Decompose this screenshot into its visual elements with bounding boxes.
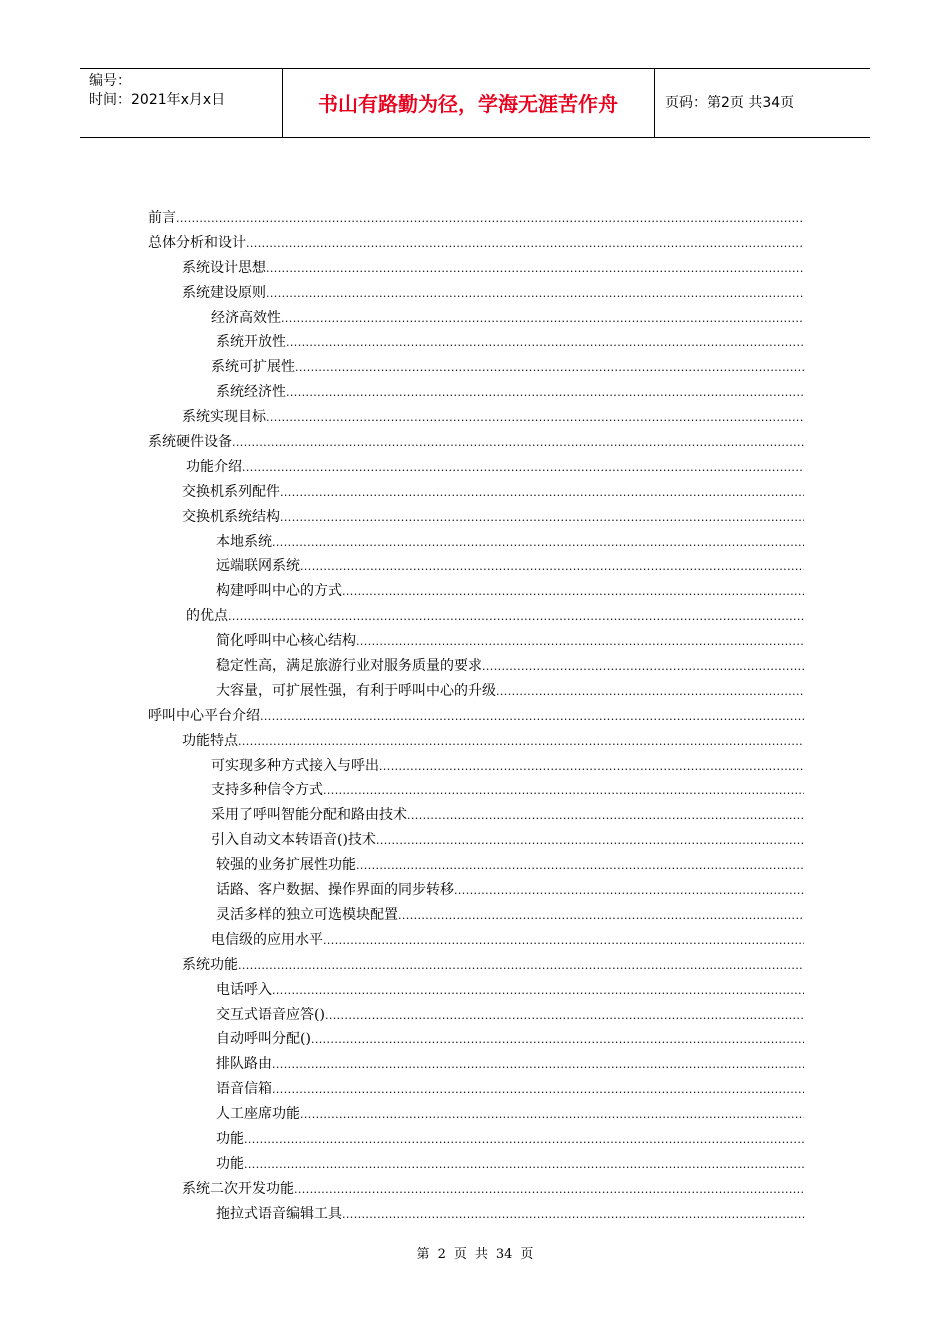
toc-dot-leader	[356, 633, 804, 651]
toc-dot-leader	[266, 260, 804, 278]
toc-dot-leader	[286, 384, 804, 402]
toc-dot-leader	[238, 733, 804, 751]
toc-entry-title: 的优点	[186, 608, 228, 625]
toc-dot-leader	[280, 509, 804, 527]
toc-dot-leader	[286, 334, 804, 352]
toc-dot-leader	[272, 1081, 804, 1099]
footer-total-pages: 34	[495, 1247, 513, 1262]
header-page-info: 页码：第2页 共34页	[665, 95, 795, 111]
toc-entry[interactable]	[148, 1055, 804, 1080]
toc-dot-leader	[244, 1156, 804, 1174]
toc-entry[interactable]	[148, 557, 804, 582]
toc-entry[interactable]	[148, 1006, 804, 1031]
toc-dot-leader	[398, 907, 804, 925]
toc-entry[interactable]	[148, 981, 804, 1006]
toc-dot-leader	[454, 882, 804, 900]
toc-entry[interactable]	[148, 259, 804, 284]
toc-entry-title: 系统硬件设备	[148, 434, 232, 451]
toc-dot-leader	[246, 235, 804, 253]
toc-entry[interactable]	[148, 1180, 804, 1205]
toc-dot-leader	[342, 1206, 804, 1224]
toc-dot-leader	[280, 484, 804, 502]
toc-entry[interactable]	[148, 1205, 804, 1230]
toc-entry[interactable]	[148, 657, 804, 682]
toc-entry-title: 总体分析和设计	[148, 234, 246, 251]
toc-entry[interactable]	[148, 1130, 804, 1155]
toc-entry[interactable]	[148, 533, 804, 558]
toc-entry-title: 系统实现目标	[182, 409, 266, 426]
toc-dot-leader	[496, 683, 804, 701]
toc-dot-leader	[294, 1181, 804, 1199]
toc-entry-title: 可实现多种方式接入与呼出	[211, 757, 379, 774]
toc-dot-leader	[379, 758, 804, 776]
toc-entry[interactable]	[148, 757, 804, 782]
toc-entry-title: 呼叫中心平台介绍	[148, 707, 260, 724]
toc-dot-leader	[238, 957, 804, 975]
toc-dot-leader	[266, 409, 804, 427]
toc-entry-title: 自动呼叫分配()	[216, 1031, 311, 1048]
document-time-label: 时间：2021年x月x日	[89, 92, 226, 108]
table-of-contents	[148, 209, 804, 1230]
toc-dot-leader	[323, 932, 804, 950]
header-right-cell	[655, 69, 870, 137]
toc-dot-leader	[272, 534, 804, 552]
toc-entry-title: 话路、客户数据、操作界面的同步转移	[216, 882, 454, 899]
toc-entry[interactable]	[148, 607, 804, 632]
toc-dot-leader	[242, 459, 804, 477]
toc-entry[interactable]	[148, 209, 804, 234]
footer-total-prefix: 共	[474, 1247, 488, 1262]
toc-entry-title: 功能介绍	[186, 458, 242, 475]
toc-dot-leader	[342, 583, 804, 601]
toc-entry-title: 排队路由	[216, 1056, 272, 1073]
toc-entry-title: 电话呼入	[216, 981, 272, 998]
toc-dot-leader	[228, 608, 804, 626]
toc-dot-leader	[300, 1106, 804, 1124]
toc-dot-leader	[407, 807, 804, 825]
toc-entry[interactable]	[148, 508, 804, 533]
toc-dot-leader	[260, 708, 804, 726]
toc-entry[interactable]	[148, 433, 804, 458]
toc-entry[interactable]	[148, 881, 804, 906]
toc-entry-title: 简化呼叫中心核心结构	[216, 633, 356, 650]
toc-entry-title: 交互式语音应答()	[216, 1006, 325, 1023]
toc-dot-leader	[300, 558, 804, 576]
toc-entry[interactable]	[148, 333, 804, 358]
toc-entry-title: 系统设计思想	[182, 259, 266, 276]
footer-page-number: 2	[437, 1247, 446, 1262]
toc-dot-leader	[325, 1007, 804, 1025]
toc-entry[interactable]	[148, 806, 804, 831]
toc-entry[interactable]	[148, 732, 804, 757]
toc-entry[interactable]	[148, 707, 804, 732]
toc-entry-title: 功能	[216, 1155, 244, 1172]
toc-entry-title: 功能特点	[182, 732, 238, 749]
toc-entry[interactable]	[148, 582, 804, 607]
toc-entry-title: 人工座席功能	[216, 1106, 300, 1123]
toc-entry-title: 较强的业务扩展性功能	[216, 857, 356, 874]
toc-entry[interactable]	[148, 632, 804, 657]
toc-entry[interactable]	[148, 831, 804, 856]
toc-entry-title: 系统经济性	[216, 384, 286, 401]
toc-entry-title: 系统可扩展性	[211, 359, 295, 376]
toc-entry-title: 系统开放性	[216, 334, 286, 351]
toc-entry[interactable]	[148, 358, 804, 383]
toc-dot-leader	[266, 285, 804, 303]
toc-entry[interactable]	[148, 931, 804, 956]
header-motto: 书山有路勤为径，学海无涯苦作舟	[318, 92, 618, 116]
toc-entry[interactable]	[148, 408, 804, 433]
toc-entry[interactable]	[148, 1080, 804, 1105]
page-footer	[0, 1246, 950, 1264]
toc-entry-title: 经济高效性	[211, 309, 281, 326]
toc-dot-leader	[272, 982, 804, 1000]
toc-entry-title: 远端联网系统	[216, 558, 300, 575]
toc-entry-title: 系统建设原则	[182, 284, 266, 301]
toc-entry-title: 拖拉式语音编辑工具	[216, 1205, 342, 1222]
footer-page-prefix: 第	[416, 1247, 430, 1262]
header-middle-cell	[282, 69, 655, 137]
toc-dot-leader	[244, 1131, 804, 1149]
toc-entry-title: 本地系统	[216, 533, 272, 550]
toc-entry-title: 支持多种信令方式	[211, 782, 323, 799]
toc-entry[interactable]	[148, 1155, 804, 1180]
toc-entry[interactable]	[148, 682, 804, 707]
toc-dot-leader	[311, 1031, 804, 1049]
toc-entry-title: 灵活多样的独立可选模块配置	[216, 906, 398, 923]
toc-dot-leader	[176, 210, 804, 228]
toc-entry[interactable]	[148, 234, 804, 259]
toc-entry-title: 交换机系统结构	[182, 508, 280, 525]
toc-entry[interactable]	[148, 856, 804, 881]
toc-entry-title: 构建呼叫中心的方式	[216, 583, 342, 600]
toc-entry[interactable]	[148, 906, 804, 931]
toc-dot-leader	[482, 658, 804, 676]
toc-dot-leader	[281, 310, 804, 328]
toc-dot-leader	[376, 832, 804, 850]
toc-entry-title: 系统功能	[182, 956, 238, 973]
toc-entry[interactable]	[148, 309, 804, 334]
toc-entry[interactable]	[148, 1030, 804, 1055]
document-number-label: 编号：	[89, 73, 131, 89]
toc-entry[interactable]	[148, 956, 804, 981]
toc-entry[interactable]	[148, 383, 804, 408]
toc-entry-title: 稳定性高，满足旅游行业对服务质量的要求	[216, 658, 482, 675]
toc-entry[interactable]	[148, 483, 804, 508]
footer-page-suffix: 页	[453, 1247, 467, 1262]
toc-dot-leader	[272, 1056, 804, 1074]
toc-dot-leader	[295, 359, 804, 377]
toc-dot-leader	[323, 782, 804, 800]
toc-dot-leader	[356, 857, 804, 875]
toc-entry[interactable]	[148, 458, 804, 483]
toc-entry-title: 交换机系列配件	[182, 483, 280, 500]
footer-total-suffix: 页	[520, 1247, 534, 1262]
page-header	[80, 68, 870, 138]
toc-entry-title: 引入自动文本转语音()技术	[211, 832, 376, 849]
toc-entry-title: 功能	[216, 1130, 244, 1147]
toc-dot-leader	[232, 434, 804, 452]
toc-entry-title: 语音信箱	[216, 1081, 272, 1098]
toc-entry[interactable]	[148, 1105, 804, 1130]
toc-entry-title: 系统二次开发功能	[182, 1180, 294, 1197]
header-left-cell	[80, 69, 283, 137]
toc-entry[interactable]	[148, 781, 804, 806]
toc-entry[interactable]	[148, 284, 804, 309]
toc-entry-title: 前言	[148, 210, 176, 226]
toc-entry-title: 大容量，可扩展性强，有利于呼叫中心的升级	[216, 682, 496, 699]
toc-entry-title: 电信级的应用水平	[211, 931, 323, 948]
toc-entry-title: 采用了呼叫智能分配和路由技术	[211, 807, 407, 824]
